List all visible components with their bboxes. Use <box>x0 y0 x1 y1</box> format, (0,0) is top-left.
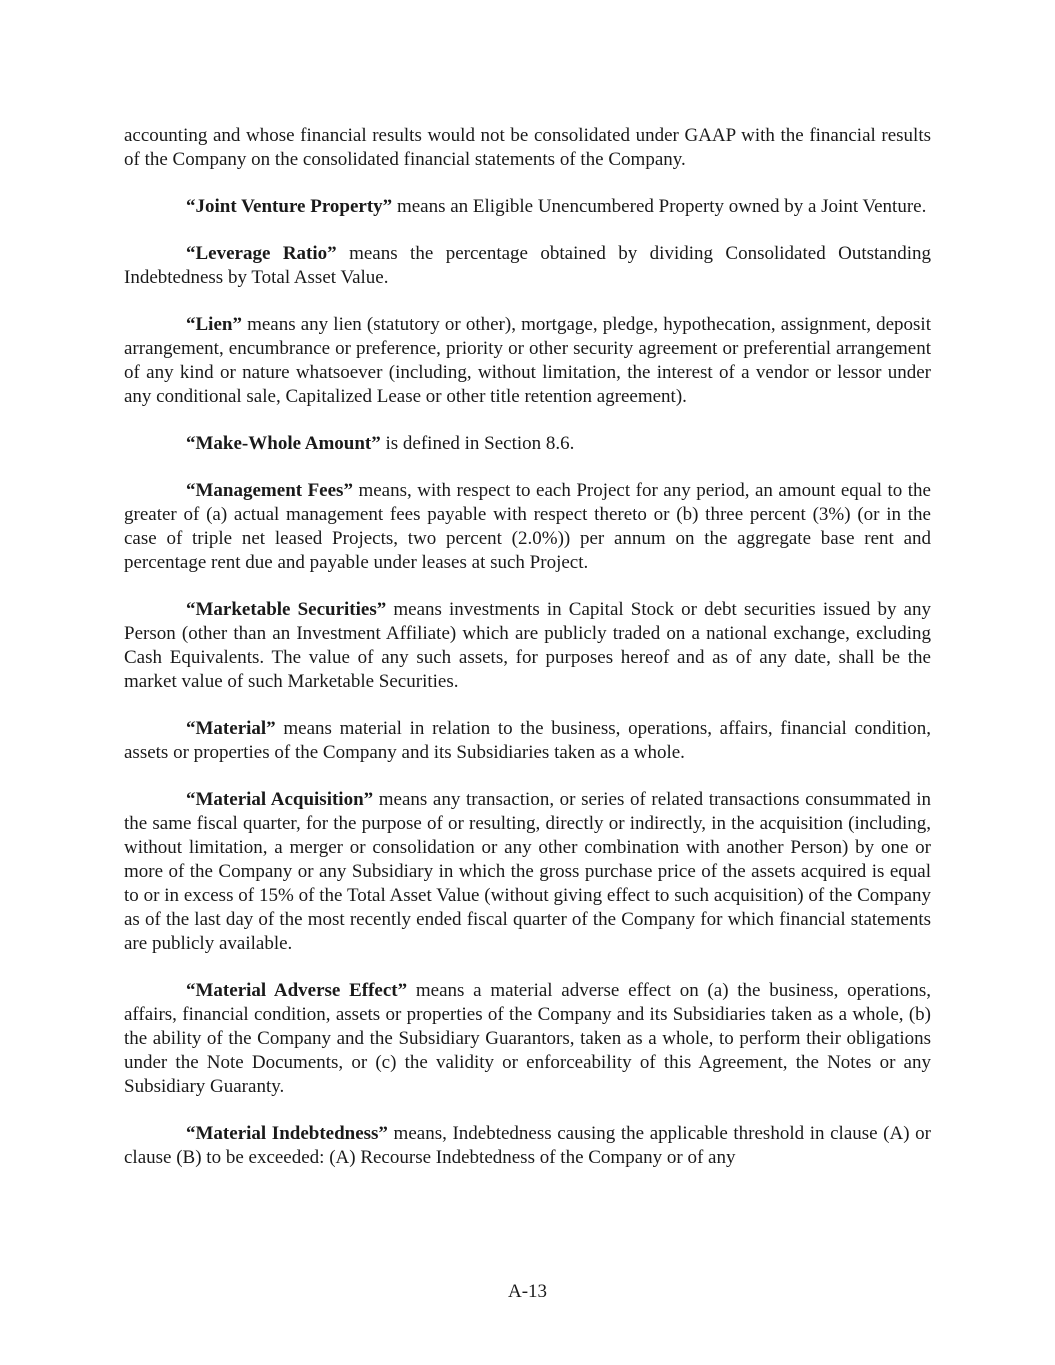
definition-material-adverse-effect <box>124 979 931 1099</box>
definition-leverage-ratio <box>124 242 931 290</box>
definition-marketable-securities <box>124 598 931 694</box>
definition-term: “Material” <box>186 718 276 739</box>
definition-term: “Material Adverse Effect” <box>186 980 408 1001</box>
definition-text: means, with respect to each Project for any period, an amount equal to the greater of (a) actual management fees payable with respect thereto or (b) three percent (3%) (or in the case of triple net leased Projects, two percent (2.0%)) per annum on the aggregate base rent and percentage rent due and payable under leases at such Project. <box>124 480 931 573</box>
definition-term: “Lien” <box>186 314 242 335</box>
document-page <box>124 124 931 1193</box>
definition-material-indebtedness <box>124 1122 931 1170</box>
definition-text: means the percentage obtained by dividing Consolidated Outstanding Indebtedness by Total Asset Value. <box>124 243 932 288</box>
definition-text: means any transaction, or series of related transactions consummated in the same fiscal quarter, for the purpose of or resulting, directly or indirectly, in the acquisition (including, without limitation, a merger or consolidation or any other combination with another Person) by one or more of the Company or any Subsidiary in which the gross purchase price of the assets acquired is equal to or in excess of 15% of the Total Asset Value (without giving effect to such acquisition) of the Company as of the last day of the most recently ended fiscal quarter of the Company for which financial statements are publicly available. <box>124 789 931 954</box>
definition-text: means an Eligible Unencumbered Property owned by a Joint Venture. <box>392 196 927 217</box>
definition-term: “Joint Venture Property” <box>186 196 393 217</box>
definition-term: “Leverage Ratio” <box>186 243 337 264</box>
definition-text: means a material adverse effect on (a) the business, operations, affairs, financial condition, assets or properties of the Company and its Subsidiaries taken as a whole, (b) the ability of the Company and the Subsidiary Guarantors, taken as a whole, to perform their obligations under the Note Documents, or (c) the validity or enforceability of this Agreement, the Notes or any Subsidiary Guaranty. <box>124 980 931 1097</box>
continuation-paragraph: accounting and whose financial results would not be consolidated under GAAP with the financial results of the Company on the consolidated financial statements of the Company. <box>124 125 931 170</box>
definition-text: means material in relation to the business, operations, affairs, financial condition, assets or properties of the Company and its Subsidiaries taken as a whole. <box>124 718 931 763</box>
definition-term: “Material Indebtedness” <box>186 1123 388 1144</box>
definition-make-whole-amount <box>124 432 931 456</box>
page-number: A-13 <box>507 1281 548 1302</box>
definition-text: means any lien (statutory or other), mortgage, pledge, hypothecation, assignment, deposit arrangement, encumbrance or preference, priority or other security agreement or preferential arrangement of any kind or nature whatsoever (including, without limitation, the interest of a vendor or lessor under any conditional sale, Capitalized Lease or other title retention agreement). <box>124 314 931 407</box>
definition-text: means investments in Capital Stock or debt securities issued by any Person (other than an Investment Affiliate) which are publicly traded on a national exchange, excluding Cash Equivalents. The value of any such assets, for purposes hereof and as of any date, shall be the market value of such Marketable Securities. <box>124 599 931 692</box>
definition-material-acquisition <box>124 788 931 956</box>
definition-term: “Material Acquisition” <box>186 789 374 810</box>
definition-joint-venture-property <box>124 195 931 219</box>
definition-text: means, Indebtedness causing the applicable threshold in clause (A) or clause (B) to be exceeded: (A) Recourse Indebtedness of the Company or of any <box>124 1123 931 1168</box>
definition-management-fees <box>124 479 931 575</box>
definition-text: is defined in Section 8.6. <box>380 433 575 454</box>
definition-term: “Management Fees” <box>186 480 353 501</box>
definition-term: “Make-Whole Amount” <box>186 433 381 454</box>
definition-term: “Marketable Securities” <box>186 599 387 620</box>
definition-material <box>124 717 931 765</box>
definition-lien <box>124 313 931 409</box>
